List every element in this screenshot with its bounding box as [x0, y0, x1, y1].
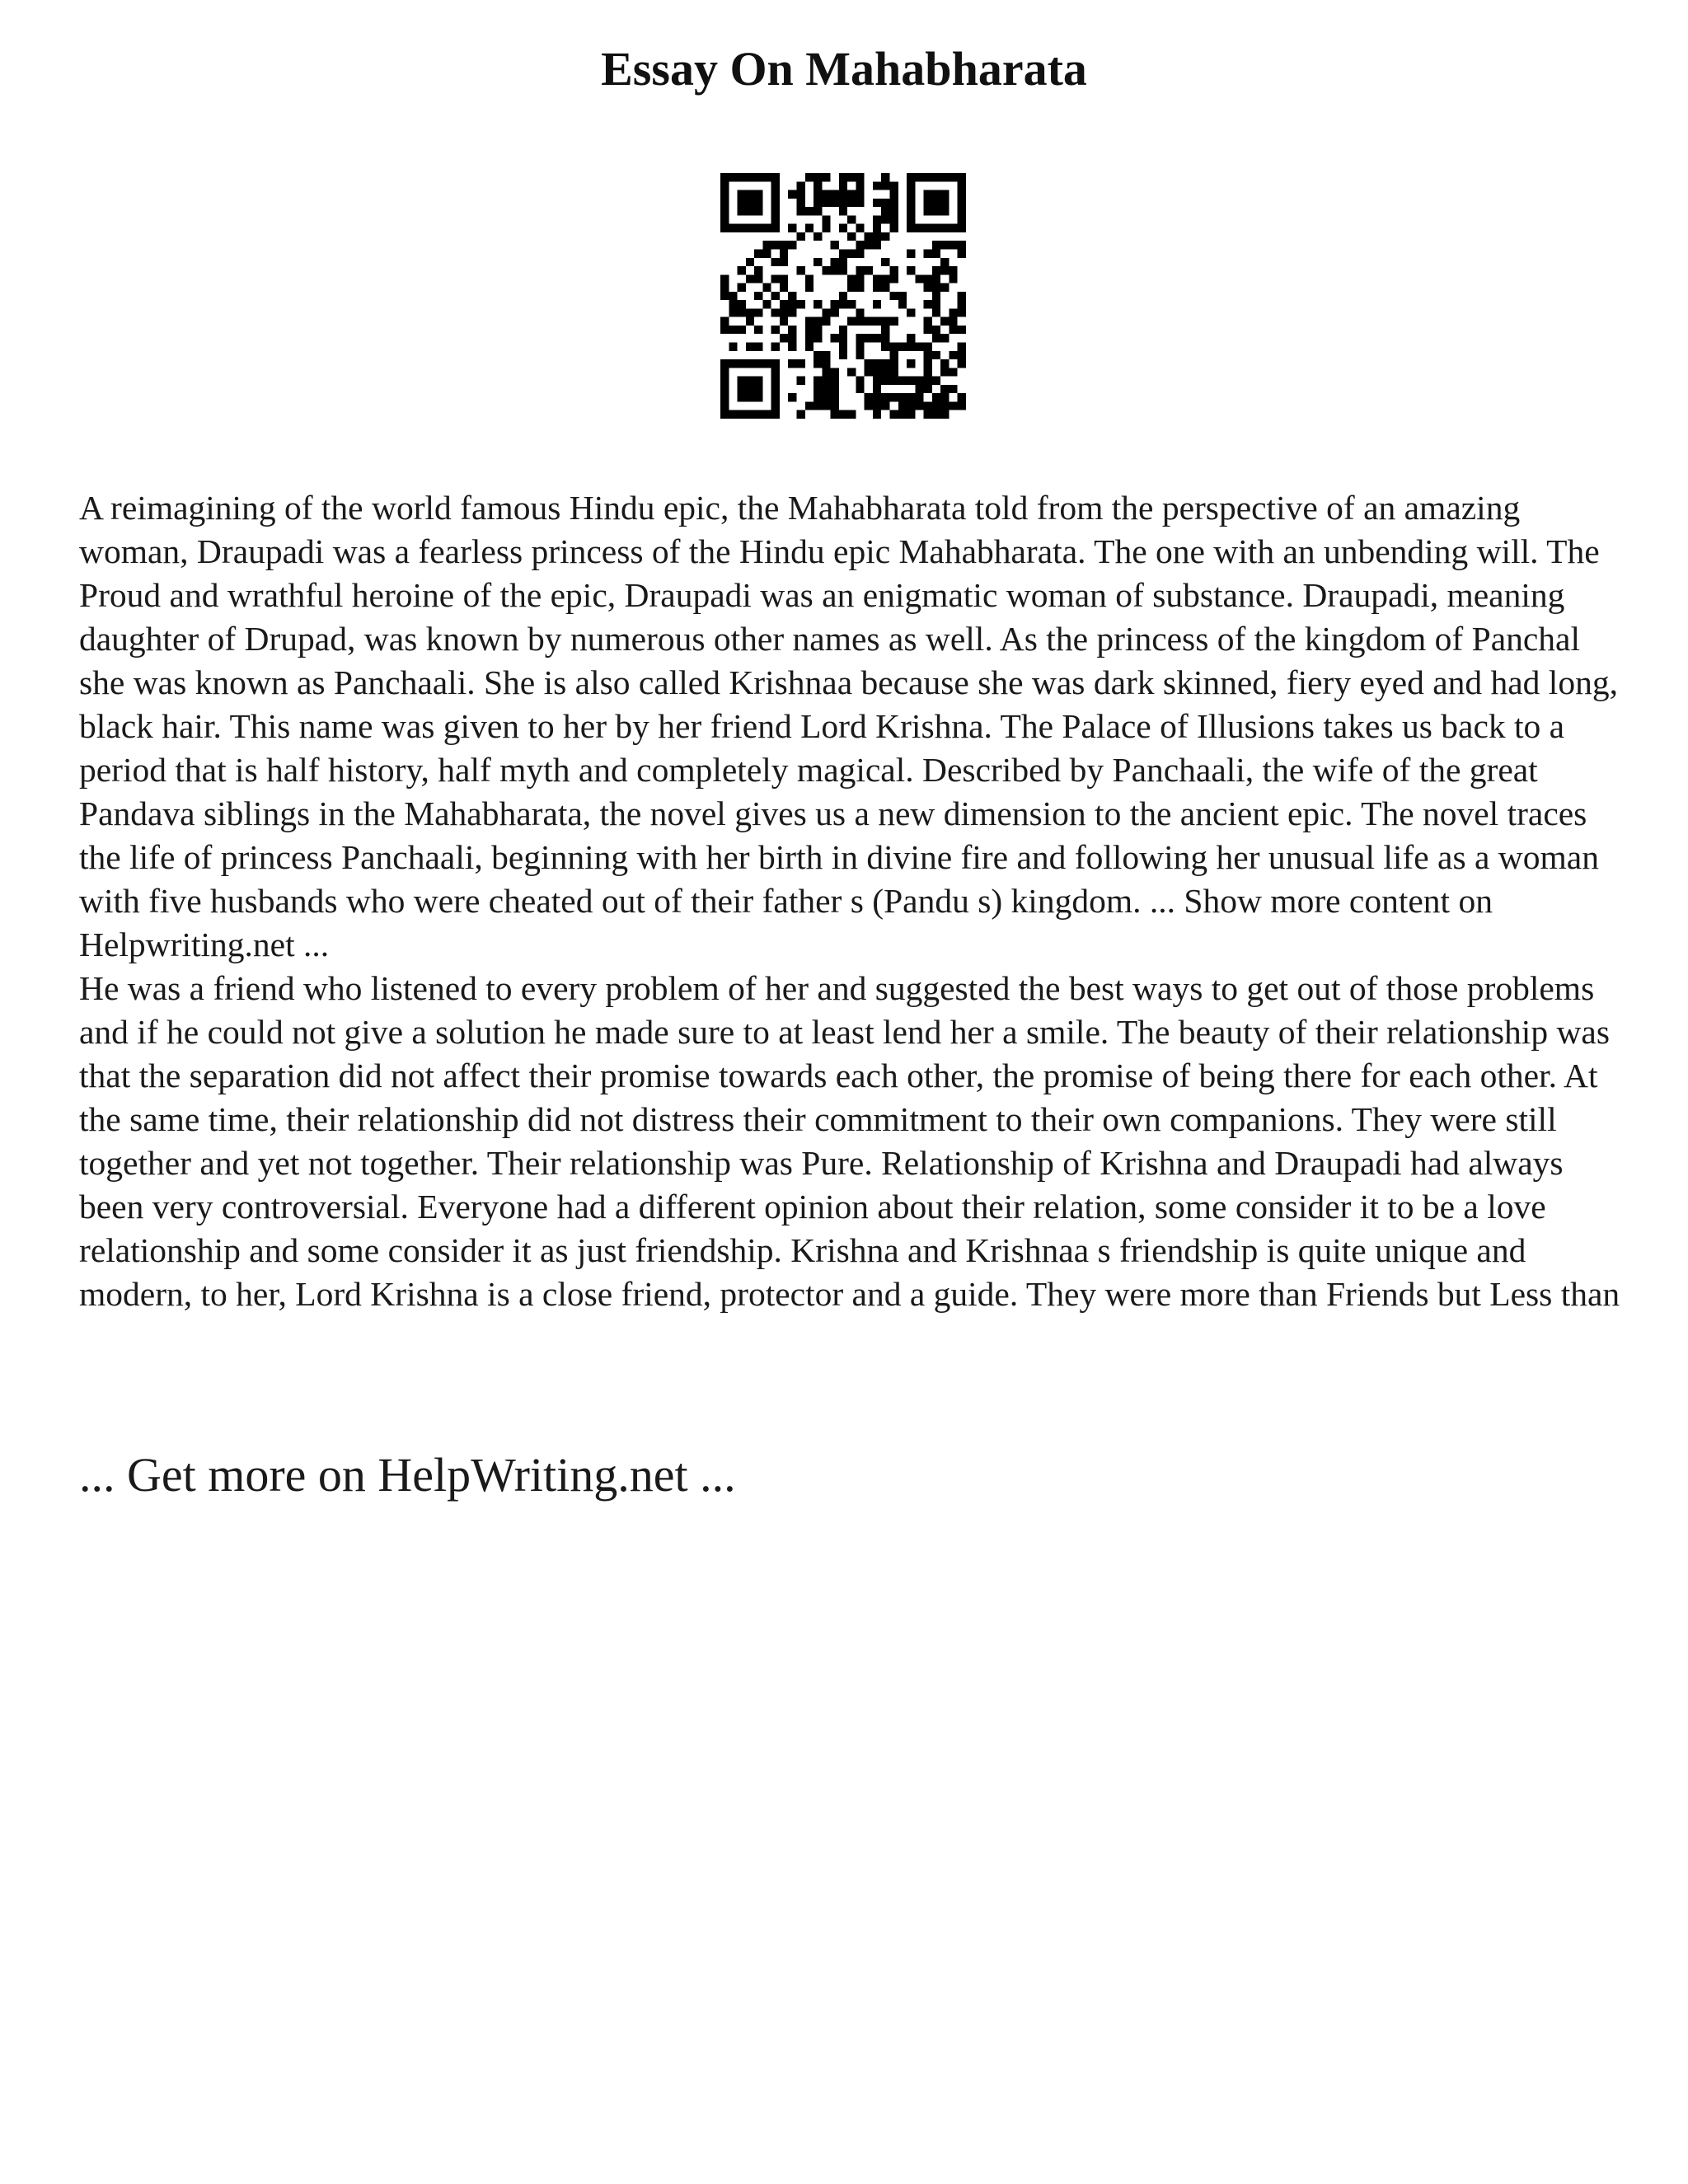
get-more-link[interactable]: ... Get more on HelpWriting.net ... — [79, 1448, 736, 1502]
page-title: Essay On Mahabharata — [601, 42, 1087, 96]
qr-code-icon — [720, 173, 966, 419]
essay-paragraph-1: A reimagining of the world famous Hindu epic, the Mahabharata told from the perspective of an amazing woman, Draupadi was a fearless princess of the Hindu epic Mahabharata. The one with an unbending will. The Proud and wrathful heroine of the epic, Draupadi was an enigmatic woman of substance. Draupadi, meaning daughter of Drupad, was known by numerous other names as well. As the princess of the kingdom of Panchal she was known as Panchaali. She is also called Krishnaa because she was dark skinned, fiery eyed and had long, black hair. This name was given to her by her friend Lord Krishna. The Palace of Illusions takes us back to a period that is half history, half myth and completely magical. Described by Panchaali, the wife of the great Pandava siblings in the Mahabharata, the novel gives us a new dimension to the ancient epic. The novel traces the life of princess Panchaali, beginning with her birth in divine fire and following her unusual life as a woman with five husbands who were cheated out of their father s (Pandu s) kingdom. ... Show more content on Helpwriting.net ... — [79, 489, 1618, 963]
essay-paragraph-2: He was a friend who listened to every problem of her and suggested the best ways to get out of those problems and if he could not give a solution he made sure to at least lend her a smile. The beauty of their relationship was that the separation did not affect their promise towards each other, the promise of being there for each other. At the same time, their relationship did not distress their commitment to their own companions. They were still together and yet not together. Their relationship was Pure. Relationship of Krishna and Draupadi had always been very controversial. Everyone had a different opinion about their relation, some consider it to be a love relationship and some consider it as just friendship. Krishna and Krishnaa s friendship is quite unique and modern, to her, Lord Krishna is a close friend, protector and a guide. They were more than Friends but Less than — [79, 969, 1620, 1313]
essay-body — [79, 486, 1629, 1316]
